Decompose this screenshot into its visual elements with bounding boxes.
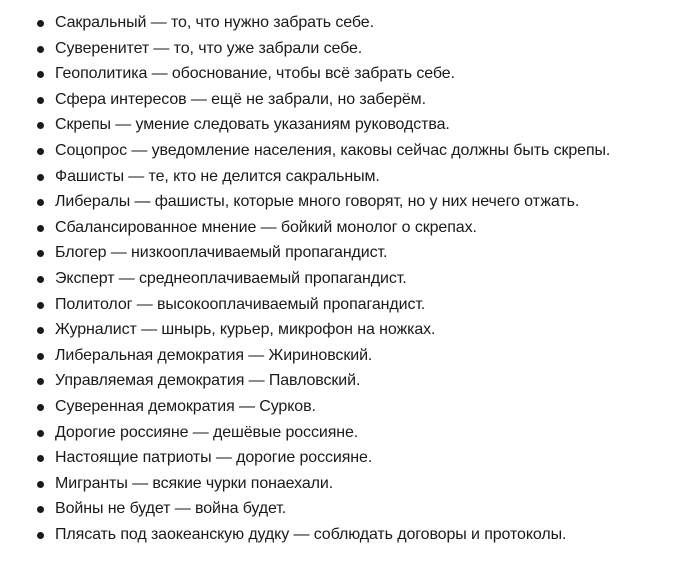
bullet-icon [37, 199, 44, 206]
list-item [0, 317, 680, 343]
list-item-text: Дорогие россияне — дешёвые россияне. [55, 423, 359, 441]
list-item-text: Сбалансированное мнение — бойкий монолог о скрепах. [55, 218, 477, 236]
list-item-text: Либеральная демократия — Жириновский. [55, 346, 373, 364]
list-item-text: Войны не будет — война будет. [55, 500, 287, 518]
bullet-icon [37, 250, 44, 257]
list-item-text: Скрепы — умение следовать указаниям руководства. [55, 116, 450, 134]
list-item-text: Эксперт — среднеоплачиваемый пропагандист. [55, 269, 407, 287]
list-item [0, 215, 680, 241]
list-item-text: Мигранты — всякие чурки понаехали. [55, 474, 334, 492]
list-item [0, 112, 680, 138]
list-item [0, 87, 680, 113]
bullet-icon [37, 430, 44, 437]
list-item [0, 445, 680, 471]
bullet-icon [37, 97, 44, 104]
list-item-text: Политолог — высокооплачиваемый пропагандист. [55, 295, 426, 313]
list-item-text: Либералы — фашисты, которые много говорят, но у них нечего отжать. [55, 193, 580, 211]
list-item-text: Геополитика — обоснование, чтобы всё забрать себе. [55, 65, 455, 83]
bullet-icon [37, 378, 44, 385]
list-item [0, 292, 680, 318]
list-item [0, 368, 680, 394]
list-item [0, 266, 680, 292]
bullet-icon [37, 506, 44, 513]
list-item [0, 240, 680, 266]
list-item-text: Фашисты — те, кто не делится сакральным. [55, 167, 380, 185]
bullet-icon [37, 532, 44, 539]
list-item [0, 420, 680, 446]
bullet-icon [37, 327, 44, 334]
list-item-text: Суверенитет — то, что уже забрали себе. [55, 39, 363, 57]
list-item [0, 522, 680, 548]
bullet-icon [37, 302, 44, 309]
list-item-text: Настоящие патриоты — дорогие россияне. [55, 449, 373, 467]
list-item [0, 394, 680, 420]
bullet-icon [37, 148, 44, 155]
list-item-text: Сфера интересов — ещё не забрали, но заберём. [55, 90, 426, 108]
bullet-icon [37, 20, 44, 27]
list-item [0, 343, 680, 369]
bullet-icon [37, 276, 44, 283]
bullet-icon [37, 46, 44, 53]
bullet-icon [37, 225, 44, 232]
glossary-list [0, 10, 680, 547]
list-item-text: Управляемая демократия — Павловский. [55, 372, 361, 390]
list-item [0, 496, 680, 522]
list-item [0, 36, 680, 62]
list-item-text: Журналист — шнырь, курьер, микрофон на ножках. [55, 321, 436, 339]
bullet-icon [37, 174, 44, 181]
list-item-text: Сакральный — то, что нужно забрать себе. [55, 14, 374, 31]
list-item-text: Блогер — низкооплачиваемый пропагандист. [55, 244, 388, 262]
list-item [0, 164, 680, 190]
bullet-icon [37, 481, 44, 488]
list-item-text: Суверенная демократия — Сурков. [55, 397, 316, 415]
bullet-icon [37, 404, 44, 411]
list-item-text: Плясать под заокеанскую дудку — соблюдать договоры и протоколы. [55, 525, 567, 543]
bullet-icon [37, 353, 44, 360]
list-item [0, 189, 680, 215]
list-item-text: Соцопрос — уведомление населения, каковы сейчас должны быть скрепы. [55, 141, 611, 159]
bullet-icon [37, 71, 44, 78]
list-item [0, 61, 680, 87]
bullet-icon [37, 122, 44, 129]
list-item [0, 138, 680, 164]
bullet-icon [37, 455, 44, 462]
list-item [0, 10, 680, 36]
list-item [0, 471, 680, 497]
